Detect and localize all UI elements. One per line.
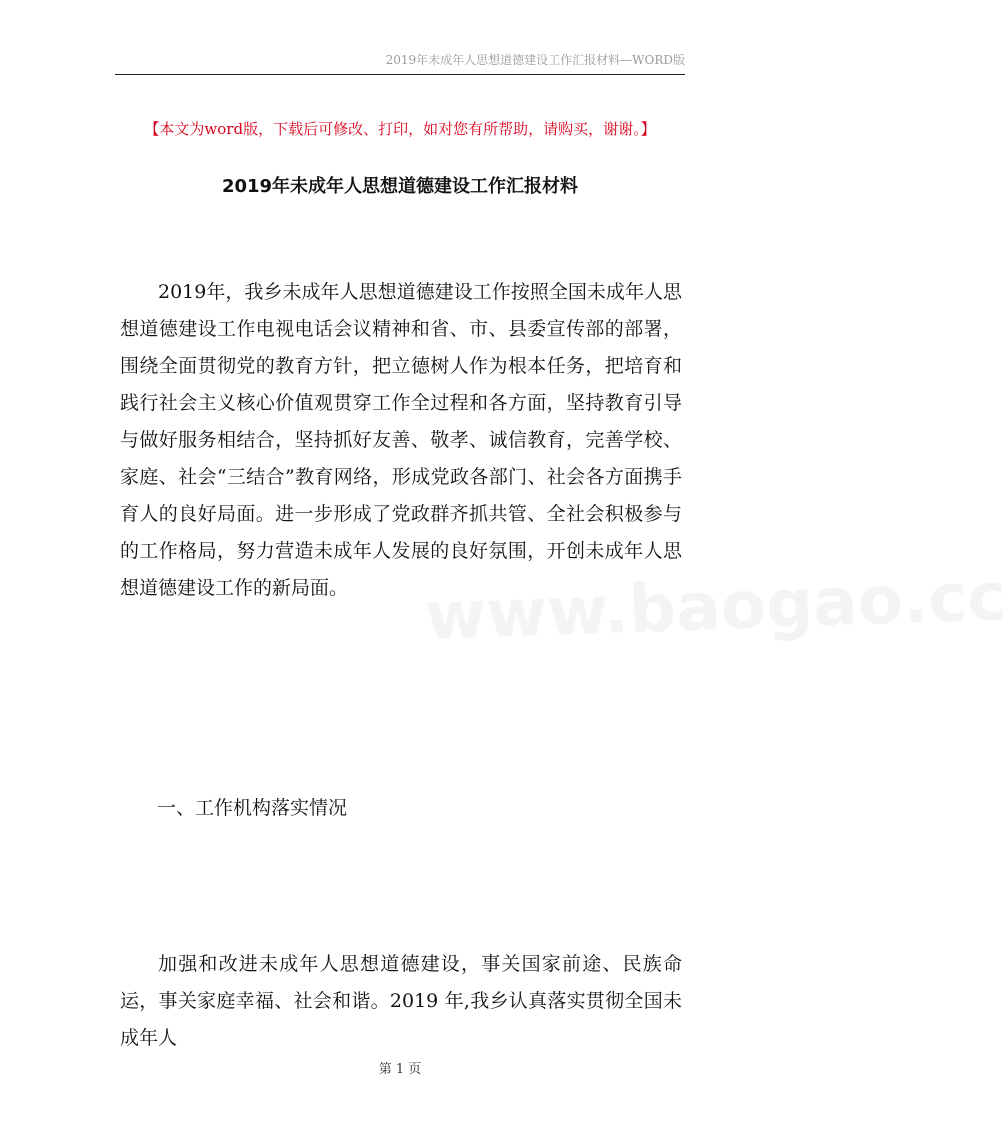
download-notice: 【本文为word版，下载后可修改、打印，如对您有所帮助，请购买，谢谢。】 — [144, 120, 656, 138]
body-paragraph-2: 加强和改进未成年人思想道德建设，事关国家前途、民族命运，事关家庭幸福、社会和谐。2019 年,我乡认真落实贯彻全国未成年人 — [120, 953, 682, 1049]
header-divider — [115, 74, 685, 75]
site-watermark: www.baogao.cc — [423, 557, 1008, 656]
page-header: 2019年未成年人思想道德建设工作汇报材料—WORD版 — [385, 53, 685, 67]
page-number: 第 1 页 — [378, 1062, 422, 1077]
section-heading-1: 一、工作机构落实情况 — [157, 797, 348, 819]
document-title: 2019年未成年人思想道德建设工作汇报材料 — [221, 176, 579, 197]
body-paragraph-1: 2019年，我乡未成年人思想道德建设工作按照全国未成年人思想道德建设工作电视电话会议精神和省、市、县委宣传部的部署，围绕全面贯彻党的教育方针，把立德树人作为根本任务，把培育和践行社会主义核心价值观贯穿工作全过程和各方面，坚持教育引导与做好服务相结合，坚持抓好友善、敬孝、诚信教育，完善学校、家庭、社会“三结合”教育网络，形成党政各部门、社会各方面携手育人的良好局面。进一步形成了党政群齐抓共管、全社会积极参与的工作格局，努力营造未成年人发展的良好氛围，开创未成年人思想道德建设工作的新局面。 — [120, 281, 682, 599]
